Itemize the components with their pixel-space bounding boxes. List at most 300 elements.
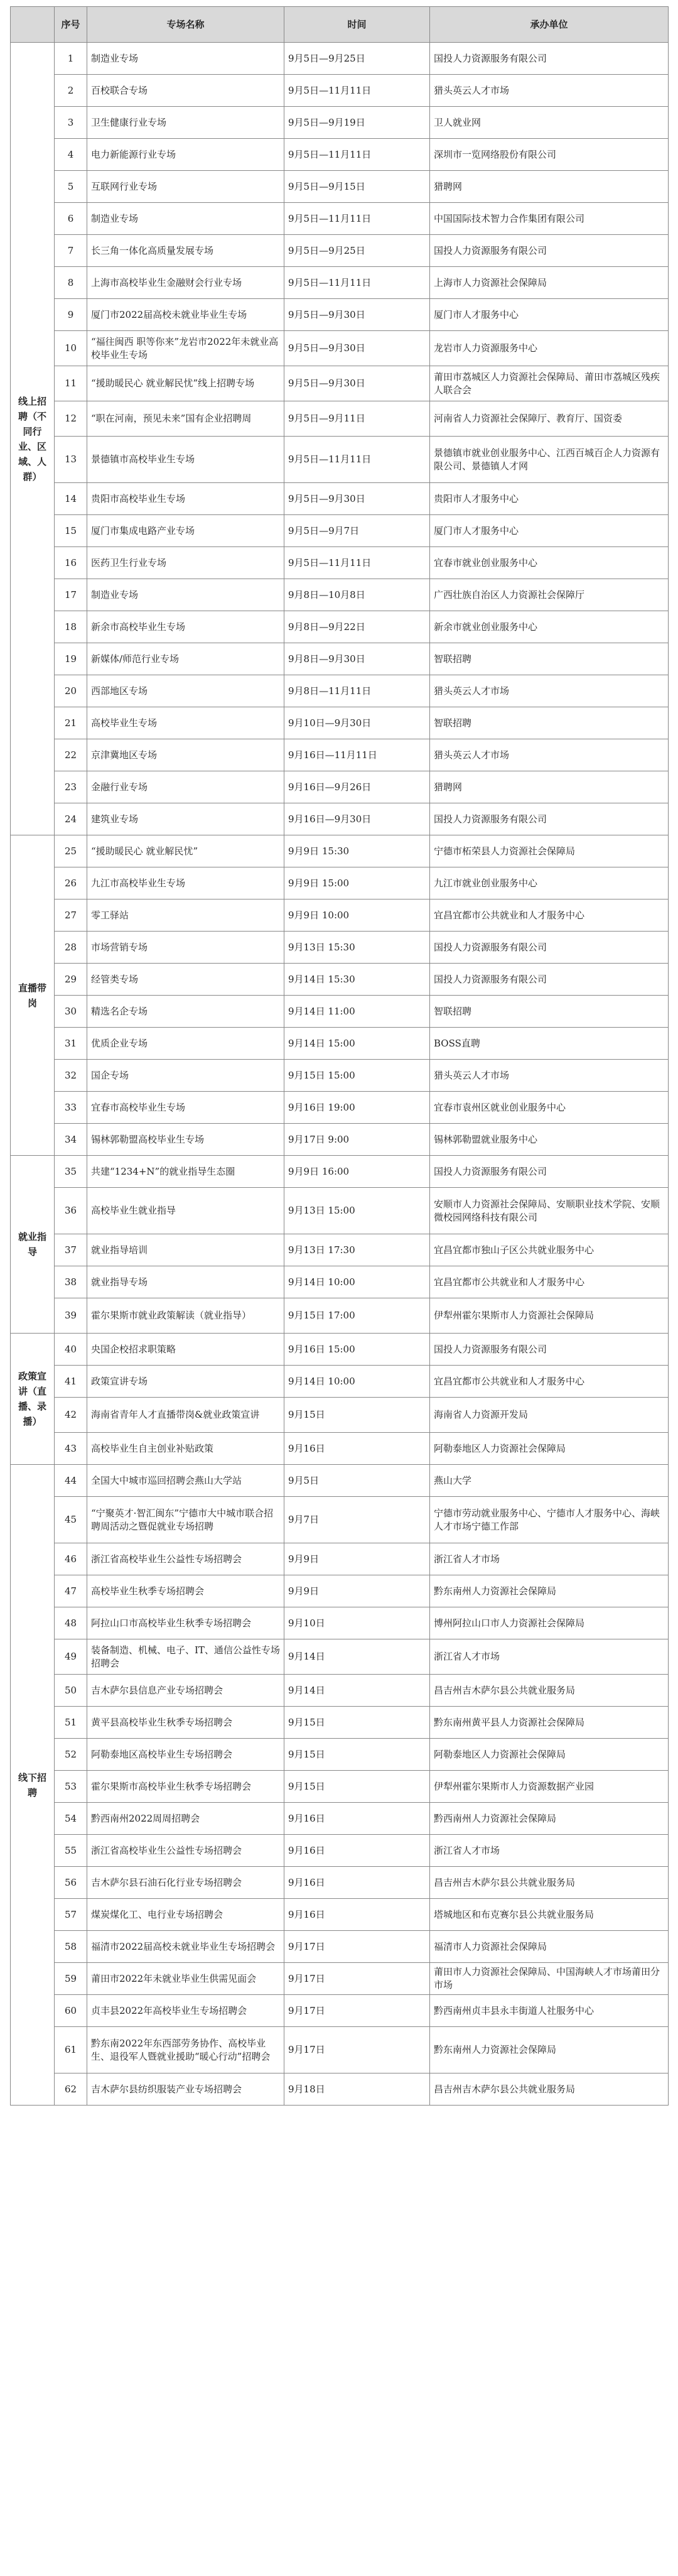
seq-cell: 37: [55, 1234, 87, 1266]
time-cell: 9月5日—9月30日: [284, 366, 430, 401]
name-cell: 九江市高校毕业生专场: [87, 867, 284, 899]
name-cell: 上海市高校毕业生金融财会行业专场: [87, 267, 284, 299]
table-row: [11, 1543, 669, 1575]
seq-cell: 39: [55, 1298, 87, 1334]
table-row: [11, 203, 669, 235]
seq-cell: 24: [55, 803, 87, 835]
name-cell: 精选名企专场: [87, 996, 284, 1028]
table-row: [11, 964, 669, 996]
org-cell: 广西壮族自治区人力资源社会保障厅: [430, 579, 669, 611]
time-cell: 9月5日—11月11日: [284, 75, 430, 107]
name-cell: “职在河南，预见未来”国有企业招聘周: [87, 401, 284, 437]
time-cell: 9月5日—9月25日: [284, 235, 430, 267]
name-cell: 经管类专场: [87, 964, 284, 996]
table-row: [11, 1298, 669, 1334]
table-row: [11, 483, 669, 515]
seq-cell: 1: [55, 43, 87, 75]
org-cell: 昌吉州吉木萨尔县公共就业服务局: [430, 1867, 669, 1899]
name-cell: 福清市2022届高校未就业毕业生专场招聘会: [87, 1931, 284, 1963]
seq-cell: 31: [55, 1028, 87, 1060]
org-cell: 贵阳市人才服务中心: [430, 483, 669, 515]
org-cell: 厦门市人才服务中心: [430, 515, 669, 547]
table-row: [11, 267, 669, 299]
time-cell: 9月9日 15:30: [284, 835, 430, 867]
seq-cell: 25: [55, 835, 87, 867]
table-row: [11, 1931, 669, 1963]
seq-cell: 22: [55, 739, 87, 771]
category-cell: 线上招聘（不同行业、区域、人群）: [11, 43, 55, 835]
table-row: [11, 643, 669, 675]
table-row: [11, 1266, 669, 1298]
time-cell: 9月5日—11月11日: [284, 267, 430, 299]
time-cell: 9月7日: [284, 1497, 430, 1543]
table-header-row: [11, 7, 669, 43]
table-row: [11, 1675, 669, 1707]
seq-cell: 2: [55, 75, 87, 107]
org-cell: 猎头英云人才市场: [430, 75, 669, 107]
name-cell: 吉木萨尔县信息产业专场招聘会: [87, 1675, 284, 1707]
org-cell: 宜昌宜都市公共就业和人才服务中心: [430, 1366, 669, 1398]
seq-cell: 28: [55, 932, 87, 964]
time-cell: 9月17日: [284, 2027, 430, 2073]
org-cell: BOSS直聘: [430, 1028, 669, 1060]
name-cell: 厦门市2022届高校未就业毕业生专场: [87, 299, 284, 331]
name-cell: 吉木萨尔县纺织服装产业专场招聘会: [87, 2073, 284, 2106]
org-cell: 黔西南州贞丰县永丰街道人社服务中心: [430, 1995, 669, 2027]
org-cell: 猎头英云人才市场: [430, 675, 669, 707]
name-cell: 霍尔果斯市就业政策解读（就业指导）: [87, 1298, 284, 1334]
name-cell: 莆田市2022年未就业毕业生供需见面会: [87, 1963, 284, 1995]
seq-cell: 5: [55, 171, 87, 203]
table-row: [11, 675, 669, 707]
time-cell: 9月16日: [284, 1899, 430, 1931]
name-cell: 锡林郭勒盟高校毕业生专场: [87, 1124, 284, 1156]
time-cell: 9月16日: [284, 1803, 430, 1835]
table-row: [11, 401, 669, 437]
time-cell: 9月5日: [284, 1465, 430, 1497]
org-cell: 昌吉州吉木萨尔县公共就业服务局: [430, 2073, 669, 2106]
seq-cell: 23: [55, 771, 87, 803]
seq-cell: 32: [55, 1060, 87, 1092]
org-cell: 猎头英云人才市场: [430, 739, 669, 771]
name-cell: 高校毕业生专场: [87, 707, 284, 739]
seq-cell: 49: [55, 1639, 87, 1675]
table-body: [11, 43, 669, 2106]
seq-cell: 10: [55, 331, 87, 366]
category-cell: 就业指导: [11, 1156, 55, 1334]
name-cell: 景德镇市高校毕业生专场: [87, 437, 284, 483]
name-cell: 制造业专场: [87, 203, 284, 235]
org-cell: 宁德市劳动就业服务中心、宁德市人才服务中心、海峡人才市场宁德工作部: [430, 1497, 669, 1543]
seq-cell: 44: [55, 1465, 87, 1497]
org-cell: 国投人力资源服务有限公司: [430, 235, 669, 267]
seq-cell: 36: [55, 1188, 87, 1234]
org-cell: 莆田市人力资源社会保障局、中国海峡人才市场莆田分市场: [430, 1963, 669, 1995]
org-cell: 伊犁州霍尔果斯市人力资源数据产业园: [430, 1771, 669, 1803]
seq-cell: 8: [55, 267, 87, 299]
seq-cell: 43: [55, 1433, 87, 1465]
seq-cell: 16: [55, 547, 87, 579]
name-cell: 黔西南州2022周周招聘会: [87, 1803, 284, 1835]
org-cell: 卫人就业网: [430, 107, 669, 139]
seq-cell: 59: [55, 1963, 87, 1995]
seq-cell: 45: [55, 1497, 87, 1543]
seq-cell: 35: [55, 1156, 87, 1188]
seq-cell: 27: [55, 899, 87, 932]
table-row: [11, 235, 669, 267]
table-row: [11, 611, 669, 643]
name-cell: 国企专场: [87, 1060, 284, 1092]
table-row: [11, 1398, 669, 1433]
seq-cell: 51: [55, 1707, 87, 1739]
table-row: [11, 932, 669, 964]
time-cell: 9月5日—9月30日: [284, 299, 430, 331]
org-cell: 猎头英云人才市场: [430, 1060, 669, 1092]
table-row: [11, 1639, 669, 1675]
table-row: [11, 1092, 669, 1124]
table-row: [11, 366, 669, 401]
category-cell: 线下招聘: [11, 1465, 55, 2106]
seq-cell: 34: [55, 1124, 87, 1156]
seq-cell: 62: [55, 2073, 87, 2106]
name-cell: 互联网行业专场: [87, 171, 284, 203]
table-row: [11, 803, 669, 835]
table-row: [11, 1995, 669, 2027]
name-cell: 阿拉山口市高校毕业生秋季专场招聘会: [87, 1607, 284, 1639]
document-page: [10, 6, 668, 2106]
seq-cell: 9: [55, 299, 87, 331]
time-cell: 9月13日 15:00: [284, 1188, 430, 1234]
name-cell: “福往闽西 职等你来”龙岩市2022年未就业高校毕业生专场: [87, 331, 284, 366]
table-row: [11, 547, 669, 579]
name-cell: 装备制造、机械、电子、IT、通信公益性专场招聘会: [87, 1639, 284, 1675]
org-cell: 昌吉州吉木萨尔县公共就业服务局: [430, 1675, 669, 1707]
table-row: [11, 996, 669, 1028]
seq-cell: 6: [55, 203, 87, 235]
name-cell: 西部地区专场: [87, 675, 284, 707]
seq-cell: 61: [55, 2027, 87, 2073]
time-cell: 9月14日: [284, 1639, 430, 1675]
org-cell: 浙江省人才市场: [430, 1835, 669, 1867]
name-cell: 阿勒泰地区高校毕业生专场招聘会: [87, 1739, 284, 1771]
name-cell: 长三角一体化高质量发展专场: [87, 235, 284, 267]
org-cell: 新余市就业创业服务中心: [430, 611, 669, 643]
seq-cell: 20: [55, 675, 87, 707]
time-cell: 9月16日—9月26日: [284, 771, 430, 803]
table-row: [11, 1366, 669, 1398]
table-row: [11, 899, 669, 932]
seq-cell: 52: [55, 1739, 87, 1771]
name-cell: “援助暖民心 就业解民忧”: [87, 835, 284, 867]
table-row: [11, 739, 669, 771]
name-cell: 卫生健康行业专场: [87, 107, 284, 139]
job-fair-schedule-table: [10, 6, 669, 2106]
name-cell: 就业指导培训: [87, 1234, 284, 1266]
seq-cell: 53: [55, 1771, 87, 1803]
org-cell: 阿勒泰地区人力资源社会保障局: [430, 1739, 669, 1771]
time-cell: 9月17日: [284, 1931, 430, 1963]
time-cell: 9月5日—9月25日: [284, 43, 430, 75]
table-row: [11, 1835, 669, 1867]
org-cell: 浙江省人才市场: [430, 1543, 669, 1575]
seq-cell: 19: [55, 643, 87, 675]
org-cell: 九江市就业创业服务中心: [430, 867, 669, 899]
time-cell: 9月8日—10月8日: [284, 579, 430, 611]
table-row: [11, 579, 669, 611]
table-row: [11, 75, 669, 107]
time-cell: 9月5日—11月11日: [284, 437, 430, 483]
org-cell: 福清市人力资源社会保障局: [430, 1931, 669, 1963]
org-cell: 智联招聘: [430, 996, 669, 1028]
name-cell: 海南省青年人才直播带岗&就业政策宣讲: [87, 1398, 284, 1433]
org-cell: 宜昌宜都市公共就业和人才服务中心: [430, 899, 669, 932]
table-row: [11, 43, 669, 75]
seq-cell: 12: [55, 401, 87, 437]
org-cell: 锡林郭勒盟就业服务中心: [430, 1124, 669, 1156]
name-cell: 煤炭煤化工、电行业专场招聘会: [87, 1899, 284, 1931]
seq-cell: 55: [55, 1835, 87, 1867]
table-row: [11, 1124, 669, 1156]
name-cell: 央国企校招求职策略: [87, 1334, 284, 1366]
name-cell: 政策宣讲专场: [87, 1366, 284, 1398]
table-row: [11, 1739, 669, 1771]
org-cell: 上海市人力资源社会保障局: [430, 267, 669, 299]
name-cell: 共建“1234+N”的就业指导生态圈: [87, 1156, 284, 1188]
table-row: [11, 1963, 669, 1995]
time-cell: 9月13日 15:30: [284, 932, 430, 964]
time-cell: 9月9日 10:00: [284, 899, 430, 932]
time-cell: 9月16日 15:00: [284, 1334, 430, 1366]
org-cell: 厦门市人才服务中心: [430, 299, 669, 331]
time-cell: 9月5日—9月11日: [284, 401, 430, 437]
org-cell: 智联招聘: [430, 707, 669, 739]
time-cell: 9月9日: [284, 1543, 430, 1575]
time-cell: 9月16日: [284, 1433, 430, 1465]
org-cell: 中国国际技术智力合作集团有限公司: [430, 203, 669, 235]
name-cell: 高校毕业生就业指导: [87, 1188, 284, 1234]
table-row: [11, 331, 669, 366]
seq-cell: 30: [55, 996, 87, 1028]
name-cell: 优质企业专场: [87, 1028, 284, 1060]
name-cell: 电力新能源行业专场: [87, 139, 284, 171]
name-cell: 京津冀地区专场: [87, 739, 284, 771]
time-cell: 9月10日: [284, 1607, 430, 1639]
time-cell: 9月8日—11月11日: [284, 675, 430, 707]
table-row: [11, 299, 669, 331]
table-row: [11, 515, 669, 547]
time-cell: 9月16日: [284, 1835, 430, 1867]
org-cell: 国投人力资源服务有限公司: [430, 1334, 669, 1366]
time-cell: 9月5日—11月11日: [284, 547, 430, 579]
table-row: [11, 1575, 669, 1607]
seq-cell: 38: [55, 1266, 87, 1298]
time-cell: 9月16日—9月30日: [284, 803, 430, 835]
name-cell: 黔东南2022年东西部劳务协作、高校毕业生、退役军人暨就业援助“暖心行动”招聘会: [87, 2027, 284, 2073]
seq-cell: 40: [55, 1334, 87, 1366]
name-cell: 制造业专场: [87, 43, 284, 75]
org-cell: 黔东南州人力资源社会保障局: [430, 2027, 669, 2073]
seq-cell: 50: [55, 1675, 87, 1707]
header-name: 专场名称: [87, 7, 284, 43]
name-cell: 浙江省高校毕业生公益性专场招聘会: [87, 1835, 284, 1867]
name-cell: 贞丰县2022年高校毕业生专场招聘会: [87, 1995, 284, 2027]
table-row: [11, 437, 669, 483]
org-cell: 猎聘网: [430, 171, 669, 203]
seq-cell: 56: [55, 1867, 87, 1899]
org-cell: 黔西南州人力资源社会保障局: [430, 1803, 669, 1835]
org-cell: 宜昌宜都市公共就业和人才服务中心: [430, 1266, 669, 1298]
seq-cell: 58: [55, 1931, 87, 1963]
org-cell: 国投人力资源服务有限公司: [430, 964, 669, 996]
category-cell: 政策宣讲（直播、录播）: [11, 1334, 55, 1465]
table-row: [11, 1497, 669, 1543]
time-cell: 9月15日 17:00: [284, 1298, 430, 1334]
org-cell: 海南省人力资源开发局: [430, 1398, 669, 1433]
name-cell: 全国大中城市巡回招聘会燕山大学站: [87, 1465, 284, 1497]
org-cell: 国投人力资源服务有限公司: [430, 1156, 669, 1188]
seq-cell: 26: [55, 867, 87, 899]
org-cell: 猎聘网: [430, 771, 669, 803]
seq-cell: 3: [55, 107, 87, 139]
org-cell: 阿勒泰地区人力资源社会保障局: [430, 1433, 669, 1465]
category-cell: 直播带岗: [11, 835, 55, 1156]
time-cell: 9月5日—9月19日: [284, 107, 430, 139]
table-row: [11, 1607, 669, 1639]
table-row: [11, 1060, 669, 1092]
seq-cell: 17: [55, 579, 87, 611]
name-cell: 霍尔果斯市高校毕业生秋季专场招聘会: [87, 1771, 284, 1803]
table-row: [11, 107, 669, 139]
org-cell: 伊犁州霍尔果斯市人力资源社会保障局: [430, 1298, 669, 1334]
name-cell: 厦门市集成电路产业专场: [87, 515, 284, 547]
seq-cell: 29: [55, 964, 87, 996]
time-cell: 9月15日: [284, 1771, 430, 1803]
org-cell: 河南省人力资源社会保障厅、教育厅、国资委: [430, 401, 669, 437]
time-cell: 9月16日 19:00: [284, 1092, 430, 1124]
time-cell: 9月10日—9月30日: [284, 707, 430, 739]
table-row: [11, 1334, 669, 1366]
table-row: [11, 867, 669, 899]
name-cell: 医药卫生行业专场: [87, 547, 284, 579]
org-cell: 智联招聘: [430, 643, 669, 675]
table-row: [11, 1433, 669, 1465]
time-cell: 9月15日: [284, 1398, 430, 1433]
name-cell: 市场营销专场: [87, 932, 284, 964]
org-cell: 燕山大学: [430, 1465, 669, 1497]
seq-cell: 41: [55, 1366, 87, 1398]
name-cell: 新媒体/师范行业专场: [87, 643, 284, 675]
name-cell: 高校毕业生自主创业补贴政策: [87, 1433, 284, 1465]
table-row: [11, 1867, 669, 1899]
name-cell: 贵阳市高校毕业生专场: [87, 483, 284, 515]
seq-cell: 47: [55, 1575, 87, 1607]
header-seq: 序号: [55, 7, 87, 43]
org-cell: 国投人力资源服务有限公司: [430, 932, 669, 964]
org-cell: 宁德市柘荣县人力资源社会保障局: [430, 835, 669, 867]
name-cell: 宜春市高校毕业生专场: [87, 1092, 284, 1124]
name-cell: 新余市高校毕业生专场: [87, 611, 284, 643]
name-cell: 建筑业专场: [87, 803, 284, 835]
time-cell: 9月15日: [284, 1707, 430, 1739]
org-cell: 塔城地区和布克赛尔县公共就业服务局: [430, 1899, 669, 1931]
seq-cell: 13: [55, 437, 87, 483]
time-cell: 9月14日 10:00: [284, 1266, 430, 1298]
time-cell: 9月14日 10:00: [284, 1366, 430, 1398]
seq-cell: 18: [55, 611, 87, 643]
table-row: [11, 1803, 669, 1835]
time-cell: 9月5日—11月11日: [284, 203, 430, 235]
org-cell: 黔东南州人力资源社会保障局: [430, 1575, 669, 1607]
name-cell: “宁聚英才·智汇闽东”宁德市大中城市联合招聘周活动之暨促就业专场招聘: [87, 1497, 284, 1543]
time-cell: 9月5日—11月11日: [284, 139, 430, 171]
table-row: [11, 1707, 669, 1739]
table-row: [11, 1899, 669, 1931]
name-cell: 黄平县高校毕业生秋季专场招聘会: [87, 1707, 284, 1739]
table-row: [11, 1234, 669, 1266]
seq-cell: 60: [55, 1995, 87, 2027]
name-cell: 浙江省高校毕业生公益性专场招聘会: [87, 1543, 284, 1575]
time-cell: 9月9日: [284, 1575, 430, 1607]
header-category: [11, 7, 55, 43]
name-cell: 制造业专场: [87, 579, 284, 611]
time-cell: 9月16日—11月11日: [284, 739, 430, 771]
time-cell: 9月8日—9月30日: [284, 643, 430, 675]
time-cell: 9月14日 15:30: [284, 964, 430, 996]
seq-cell: 4: [55, 139, 87, 171]
time-cell: 9月9日 16:00: [284, 1156, 430, 1188]
table-row: [11, 707, 669, 739]
org-cell: 宜春市袁州区就业创业服务中心: [430, 1092, 669, 1124]
name-cell: 金融行业专场: [87, 771, 284, 803]
time-cell: 9月13日 17:30: [284, 1234, 430, 1266]
table-row: [11, 2027, 669, 2073]
seq-cell: 21: [55, 707, 87, 739]
time-cell: 9月5日—9月7日: [284, 515, 430, 547]
table-row: [11, 139, 669, 171]
seq-cell: 48: [55, 1607, 87, 1639]
seq-cell: 33: [55, 1092, 87, 1124]
seq-cell: 14: [55, 483, 87, 515]
name-cell: “援助暖民心 就业解民忧”线上招聘专场: [87, 366, 284, 401]
time-cell: 9月14日 15:00: [284, 1028, 430, 1060]
table-row: [11, 1771, 669, 1803]
time-cell: 9月17日: [284, 1995, 430, 2027]
seq-cell: 46: [55, 1543, 87, 1575]
org-cell: 浙江省人才市场: [430, 1639, 669, 1675]
time-cell: 9月14日 11:00: [284, 996, 430, 1028]
org-cell: 深圳市一览网络股份有限公司: [430, 139, 669, 171]
seq-cell: 42: [55, 1398, 87, 1433]
time-cell: 9月14日: [284, 1675, 430, 1707]
org-cell: 国投人力资源服务有限公司: [430, 803, 669, 835]
name-cell: 就业指导专场: [87, 1266, 284, 1298]
time-cell: 9月5日—9月15日: [284, 171, 430, 203]
table-row: [11, 1465, 669, 1497]
time-cell: 9月17日: [284, 1963, 430, 1995]
table-row: [11, 835, 669, 867]
table-row: [11, 171, 669, 203]
table-row: [11, 771, 669, 803]
org-cell: 宜春市就业创业服务中心: [430, 547, 669, 579]
seq-cell: 7: [55, 235, 87, 267]
time-cell: 9月8日—9月22日: [284, 611, 430, 643]
table-row: [11, 1188, 669, 1234]
time-cell: 9月16日: [284, 1867, 430, 1899]
seq-cell: 54: [55, 1803, 87, 1835]
seq-cell: 15: [55, 515, 87, 547]
table-row: [11, 2073, 669, 2106]
seq-cell: 57: [55, 1899, 87, 1931]
